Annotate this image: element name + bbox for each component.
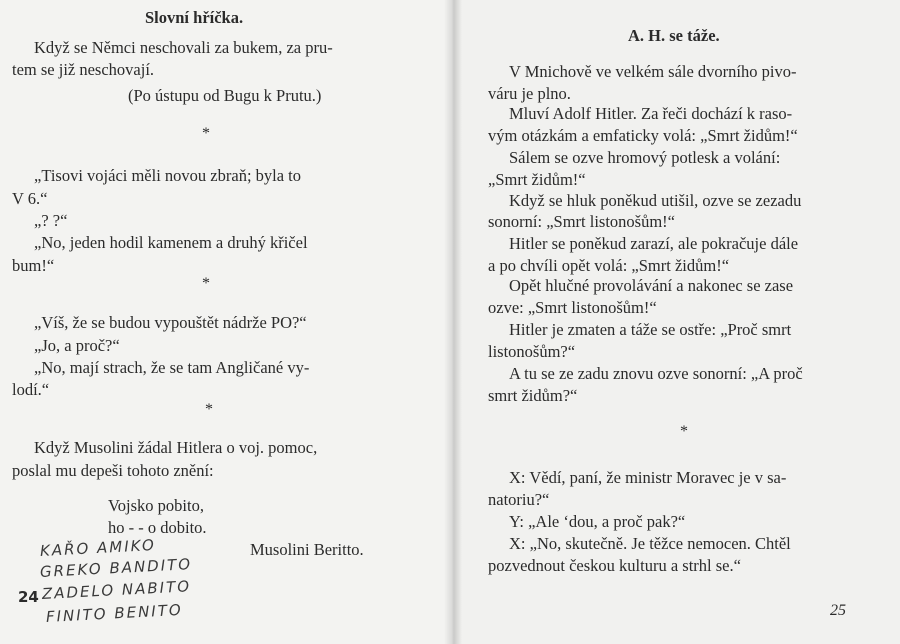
story-line-3: Mluví Adolf Hitler. Za řeči dochází k raso- [509,104,793,123]
story-line-1: V Mnichově ve velkém sále dvorního pivo- [509,62,797,81]
joke-3-line-1: „Víš, že se budou vypouštět nádrže PO?“ [34,313,307,332]
story-line-15: A tu se ze zadu znovu ozve sonorní: „A proč [509,364,803,383]
dialog-line-2: natoriu?“ [488,490,550,509]
story-line-13: Hitler je zmaten a táže se ostře: „Proč smrt [509,320,792,339]
joke-2-line-3: „? ?“ [34,211,68,230]
separator-star-1: * [202,125,210,142]
story-line-12: ozve: „Smrt listonošům!“ [488,298,657,317]
separator-star-3: * [205,401,213,418]
poem-line-2: ho - - o dobito. [108,518,207,537]
handwriting-line-4: FINITO BENITO [45,600,184,626]
joke-2-line-4: „No, jeden hodil kamenem a druhý křičel [34,233,308,252]
story-line-8: sonorní: „Smrt listonošům!“ [488,212,675,231]
separator-star-2: * [202,275,210,292]
story-line-9: Hitler se poněkud zarazí, ale pokračuje dále [509,234,799,253]
joke-3-line-4: lodí.“ [12,380,50,399]
dialog-line-3: Y: „Ale ‘dou, a proč pak?“ [509,512,686,531]
book-gutter [444,0,462,644]
poem-signature: Musolini Beritto. [250,540,364,559]
left-title: Slovní hříčka. [145,8,244,27]
dialog-line-5: pozvednout českou kulturu a strhl se.“ [488,556,741,575]
right-page [452,0,900,644]
dialog-line-4: X: „No, skutečně. Je těžce nemocen. Chtěl [509,534,791,553]
left-page-number: 24 [18,588,39,606]
story-line-2: váru je plno. [488,84,571,103]
story-line-5: Sálem se ozve hromový potlesk a volání: [509,148,781,167]
joke-1-line-1: Když se Němci neschovali za bukem, za pru- [34,38,333,57]
poem-line-1: Vojsko pobito, [108,496,204,515]
joke-4-line-2: poslal mu depeši tohoto znění: [12,461,214,480]
story-line-7: Když se hluk poněkud utišil, ozve se zezadu [509,191,802,210]
handwriting-line-1: KAŘO AMIKO [39,535,157,560]
joke-1-note: (Po ústupu od Bugu k Prutu.) [128,86,322,105]
joke-2-line-2: V 6.“ [12,189,48,208]
joke-4-line-1: Když Musolini žádal Hitlera o voj. pomoc, [34,438,318,457]
joke-1-line-2: tem se již neschovají. [12,60,155,79]
story-line-6: „Smrt židům!“ [488,170,586,189]
story-line-11: Opět hlučné provolávání a nakonec se zase [509,276,794,295]
separator-star-4: * [680,423,688,440]
right-title: A. H. se táže. [628,26,720,45]
joke-2-line-5: bum!“ [12,256,55,275]
handwriting-line-2: GREKO BANDITO [39,555,193,581]
joke-2-line-1: „Tisovi vojáci měli novou zbraň; byla to [34,166,302,185]
right-page-number: 25 [830,602,846,619]
handwriting-line-3: ZADELO NABITO [41,577,192,603]
story-line-4: vým otázkám a emfaticky volá: „Smrt židům!“ [488,126,798,145]
story-line-16: smrt židům?“ [488,386,578,405]
joke-3-line-2: „Jo, a proč?“ [34,336,120,355]
dialog-line-1: X: Vědí, paní, že ministr Moravec je v sa- [509,468,787,487]
story-line-10: a po chvíli opět volá: „Smrt židům!“ [488,256,730,275]
story-line-14: listonošům?“ [488,342,576,361]
joke-3-line-3: „No, mají strach, že se tam Angličané vy- [34,358,310,377]
